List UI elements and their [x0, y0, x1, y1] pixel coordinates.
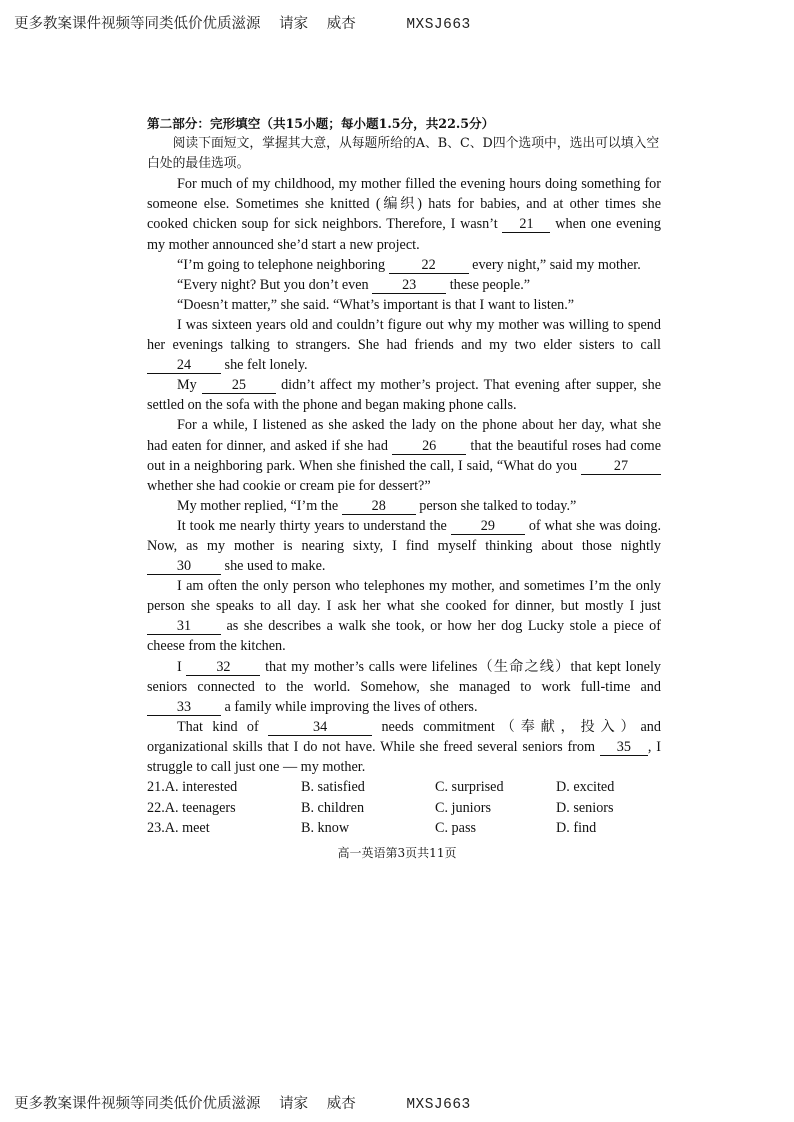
header-text: 更多教案课件视频等同类低价优质滋源: [14, 16, 261, 32]
paragraph-5: I was sixteen years old and couldn’t figure out why my mother was willing to spend her evenings talking to strangers. She had friends and my two elder sisters to call 24 she felt lonely.: [147, 316, 661, 374]
paragraph-7: For a while, I listened as she asked the lady on the phone about her day, what she had eaten for dinner, and asked if she had 26 that the beautiful roses had come out in a neighboring park. When she finished the call, I said, “What do you 27 whether she had cookie or cream pie for dessert?”: [147, 417, 661, 494]
option-row-21: 21.A. interested B. satisfied C. surprised D. excited: [147, 779, 615, 796]
header-code: MXSJ663: [406, 17, 471, 33]
blank-22: 22: [389, 257, 469, 274]
paragraph-2: “I’m going to telephone neighboring 22 every night,” said my mother.: [177, 256, 641, 273]
option-row-22: 22.A. teenagers B. children C. juniors D. seniors: [147, 799, 614, 816]
footer-code: MXSJ663: [406, 1097, 471, 1113]
paragraph-9: It took me nearly thirty years to understand the 29 of what she was doing. Now, as my mother is nearing sixty, I find myself thinking about those nightly 30 she used to make.: [147, 517, 661, 575]
paragraph-10: I am often the only person who telephones my mother, and sometimes I’m the only person she speaks to all day. I ask her what she cooked for dinner, but mostly I just 31 as she describes a walk she took, or how her dog Lucky stole a piece of cheese from the kitchen.: [147, 578, 661, 655]
blank-28: 28: [342, 498, 416, 515]
paragraph-3: “Every night? But you don’t even 23 these people.”: [177, 276, 531, 293]
paragraph-4: “Doesn’t matter,” she said. “What’s important is that I want to listen.”: [177, 296, 575, 313]
options-table: [147, 777, 614, 839]
blank-27: 27: [581, 458, 661, 475]
blank-23: 23: [372, 277, 446, 294]
header-contact: 请家: [279, 16, 309, 32]
blank-29: 29: [451, 518, 525, 535]
option-row-23: 23.A. meet B. know C. pass D. find: [147, 820, 597, 837]
page-header: [14, 12, 471, 33]
blank-24: 24: [147, 357, 221, 374]
paragraph-11: I 32 that my mother’s calls were lifelines（生命之线）that kept lonely seniors connected to the world. Somehow, she managed to work full-time and 33 a family while improving the lives of others.: [147, 658, 661, 715]
exam-content: [147, 114, 661, 863]
blank-30: 30: [147, 558, 221, 575]
blank-26: 26: [392, 438, 466, 455]
paragraph-1: For much of my childhood, my mother filled the evening hours doing something for someone else. Sometimes she knitted (编织) hats for babies, and at other times she cooked chicken soup for sick neighbors. Therefore, I wasn’t 21 when one evening my mother announced she’d start a new project.: [147, 176, 661, 253]
blank-21: 21: [502, 216, 550, 233]
footer-contact: 请家: [279, 1096, 309, 1112]
paragraph-6: My 25 didn’t affect my mother’s project. That evening after supper, she settled on the sofa with the phone and began making phone calls.: [147, 377, 661, 414]
page-footer: [14, 1092, 471, 1113]
section-title: 第二部分：完形填空（共15小题；每小题1.5分，共22.5分）: [147, 116, 495, 131]
footer-name: 威杏: [326, 1096, 356, 1112]
blank-33: 33: [147, 699, 221, 716]
paragraph-8: My mother replied, “I’m the 28 person she talked to today.”: [177, 497, 577, 514]
header-name: 威杏: [326, 16, 356, 32]
blank-32: 32: [186, 659, 260, 676]
paragraph-12: That kind of 34 needs commitment（奉献，投入）and organizational skills that I do not have. While she freed several seniors from 35 , I struggle to call just one — my mother.: [147, 718, 661, 775]
blank-35: 35: [600, 739, 648, 756]
blank-31: 31: [147, 618, 221, 635]
page-number: 高一英语第3页共11页: [337, 845, 457, 860]
footer-text: 更多教案课件视频等同类低价优质滋源: [14, 1096, 261, 1112]
blank-34: 34: [268, 719, 372, 736]
section-instructions: 阅读下面短文，掌握其大意，从每题所给的A、B、C、D四个选项中，选出可以填入空白处的最佳选项。: [147, 136, 660, 172]
blank-25: 25: [202, 377, 276, 394]
